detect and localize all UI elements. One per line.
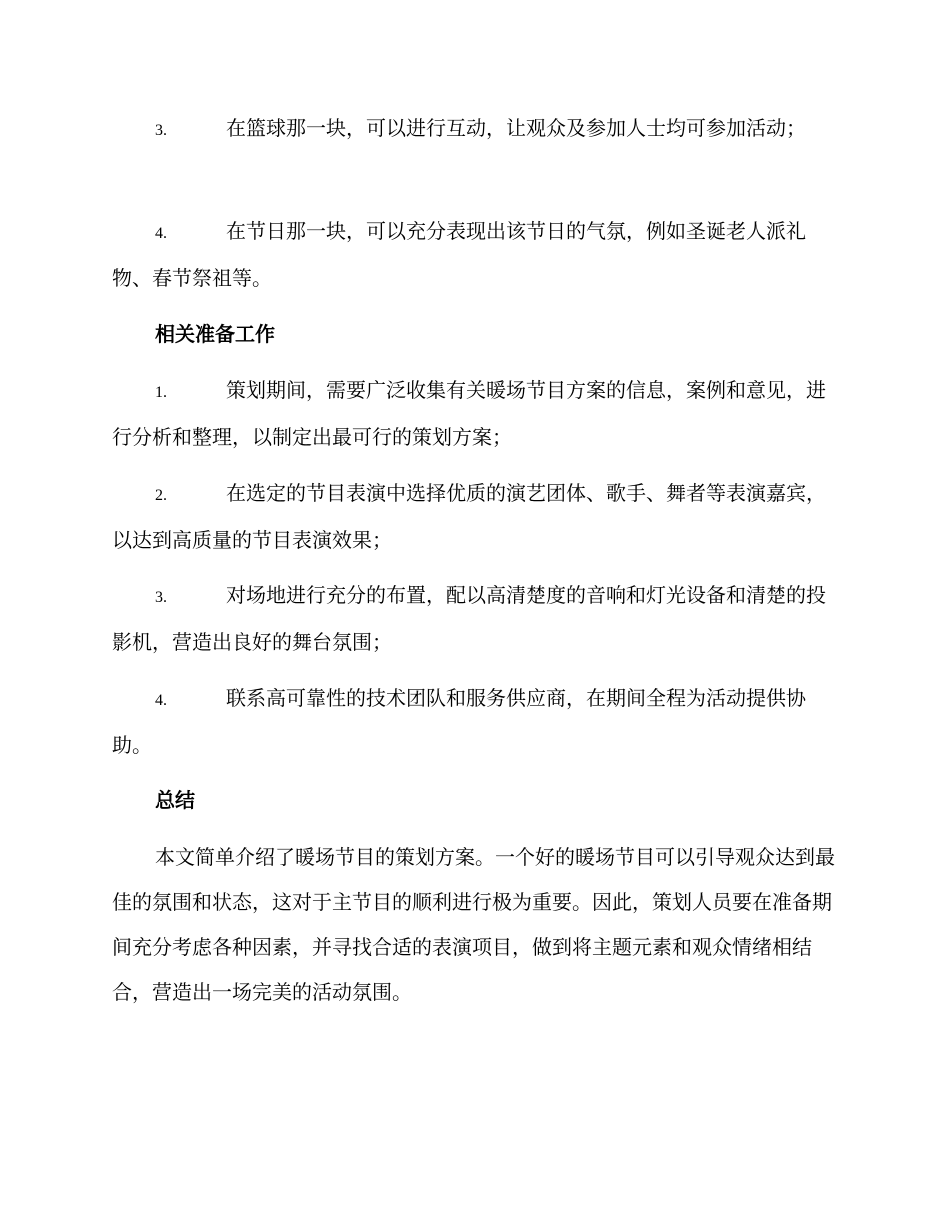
list-item-text: 在篮球那一块，可以进行互动，让观众及参加人士均可参加活动； [226, 116, 806, 140]
list-item [112, 209, 836, 301]
list-number: 3. [155, 589, 167, 606]
section-heading-summary: 总结 [155, 788, 195, 812]
list-item-text: 在节日那一块，可以充分表现出该节日的气氛，例如圣诞老人派礼物、春节祭祖等。 [112, 219, 806, 290]
list-item-text: 在选定的节目表演中选择优质的演艺团体、歌手、舞者等表演嘉宾，以达到高质量的节目表演效果； [112, 481, 826, 552]
summary-paragraph: 本文简单介绍了暖场节目的策划方案。一个好的暖场节目可以引导观众达到最佳的氛围和状态，这对于主节目的顺利进行极为重要。因此，策划人员要在准备期间充分考虑各种因素，并寻找合适的表演项目，做到将主题元素和观众情绪相结合，营造出一场完美的活动氛围。 [112, 845, 835, 1004]
list-number: 2. [155, 487, 167, 504]
section-heading-preparation: 相关准备工作 [155, 322, 275, 346]
list-item [112, 106, 836, 153]
list-number: 1. [155, 384, 167, 401]
list-item [112, 368, 836, 460]
list-item-text: 对场地进行充分的布置，配以高清楚度的音响和灯光设备和清楚的投影机，营造出良好的舞台氛围； [112, 583, 826, 654]
list-item-text: 策划期间，需要广泛收集有关暖场节目方案的信息，案例和意见，进行分析和整理，以制定出最可行的策划方案； [112, 378, 826, 449]
list-number: 3. [155, 122, 167, 139]
list-item [112, 573, 836, 665]
list-number: 4. [155, 225, 167, 242]
list-number: 4. [155, 692, 167, 709]
list-item-text: 联系高可靠性的技术团队和服务供应商，在期间全程为活动提供协助。 [112, 686, 806, 757]
list-item [112, 676, 836, 768]
list-item [112, 471, 836, 563]
